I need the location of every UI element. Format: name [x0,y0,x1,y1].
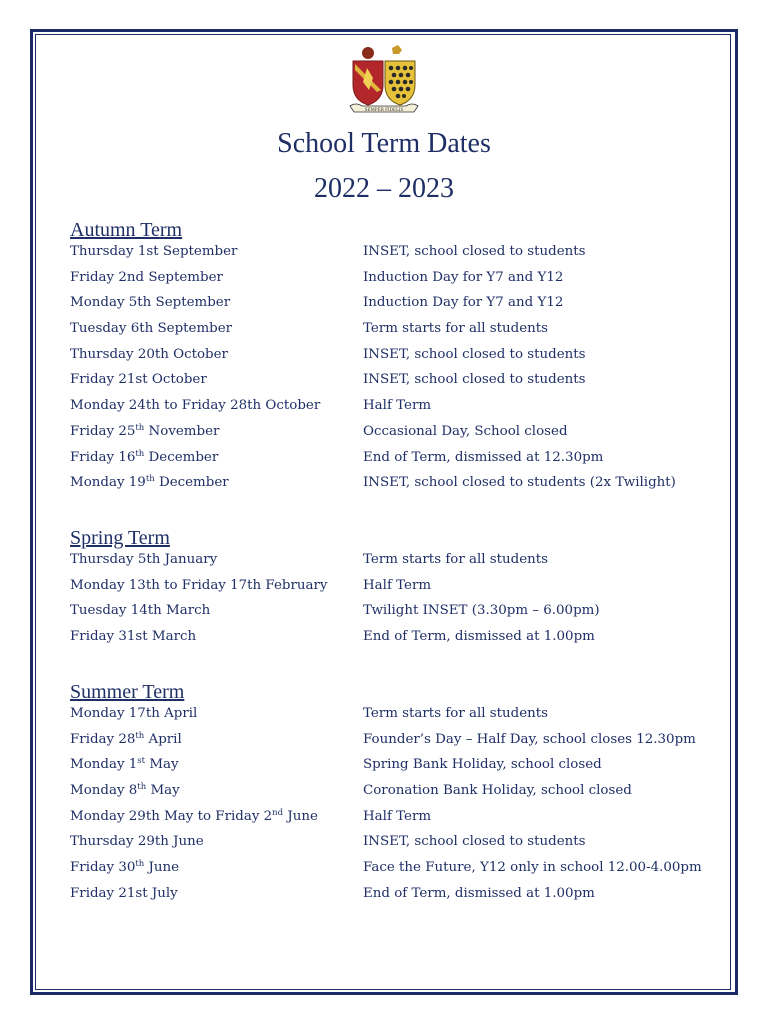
term-date-row [70,550,549,576]
term-event: End of Term, dismissed at 1.00pm [363,885,595,901]
term-date [70,730,182,750]
term-date-row [70,370,586,396]
term-event: Spring Bank Holiday, school closed [363,757,602,773]
term-date [70,448,218,468]
term-date-row [70,730,696,756]
date-text: Monday 29th May to Friday 2 [70,808,273,824]
term-event: INSET, school closed to students [363,346,586,362]
date-ordinal-suffix: st [137,756,146,767]
term-event: Induction Day for Y7 and Y12 [363,295,564,311]
term-date-row [70,396,432,422]
date-text: Monday 19 [70,475,146,491]
term-date-row [70,242,586,268]
term-event: Half Term [363,398,432,414]
term-event: Coronation Bank Holiday, school closed [363,783,632,799]
date-text: November [144,423,220,439]
term-date: Monday 24th to Friday 28th October [70,398,321,414]
term-date: Friday 21st October [70,372,207,388]
term-event: Occasional Day, School closed [363,423,568,439]
term-date: Monday 13th to Friday 17th February [70,577,328,593]
spring-term-section [70,526,600,653]
term-event: INSET, school closed to students (2x Twilight) [363,475,676,491]
date-text: June [283,808,318,824]
term-event: INSET, school closed to students [363,372,586,388]
date-ordinal-suffix: th [135,730,145,741]
date-text: Monday 8 [70,783,138,799]
term-event: End of Term, dismissed at 1.00pm [363,629,595,645]
term-date-row [70,268,564,294]
term-event: Half Term [363,808,432,824]
term-date-row [70,473,676,499]
date-text: Friday 16 [70,449,136,465]
term-date [70,858,179,878]
term-heading: Autumn Term [70,219,183,241]
term-event: Half Term [363,577,432,593]
term-date: Tuesday 14th March [70,603,211,619]
term-date-row [70,422,568,448]
date-text: May [146,783,180,799]
date-ordinal-suffix: th [145,474,155,485]
school-crest [347,44,421,116]
term-date: Monday 5th September [70,295,231,311]
crest-helm-left-icon [362,47,374,59]
term-date-row [70,345,586,371]
term-date [70,473,229,493]
term-date [70,781,180,801]
term-date-row [70,293,564,319]
term-date: Tuesday 6th September [70,321,233,337]
term-date-row [70,884,595,910]
term-date-row [70,858,702,884]
term-event: Term starts for all students [363,321,549,337]
crest-lion-icon [392,45,402,54]
term-date [70,755,179,775]
term-date-row [70,601,600,627]
term-date-row [70,755,602,781]
term-date: Friday 2nd September [70,269,223,285]
term-event: Term starts for all students [363,552,549,567]
date-text: December [144,449,219,465]
term-event: End of Term, dismissed at 12.30pm [363,449,604,465]
autumn-term-section [70,218,676,499]
term-date-row [70,832,586,858]
crest-motto: SEMPER FIDELIS [364,107,404,112]
term-date: Thursday 1st September [70,244,238,259]
term-date [70,422,219,442]
term-date: Thursday 29th June [70,834,204,850]
term-date-row [70,576,432,602]
term-date-row [70,448,604,474]
term-date: Monday 17th April [70,706,198,721]
date-ordinal-suffix: th [135,859,145,870]
term-event: INSET, school closed to students [363,834,586,850]
date-text: Monday 1 [70,757,138,773]
term-date-row [70,704,549,730]
term-event: Term starts for all students [363,706,549,721]
term-date-row [70,627,595,653]
term-event: Twilight INSET (3.30pm – 6.00pm) [363,603,600,619]
term-date-row [70,781,632,807]
date-ordinal-suffix: nd [272,807,284,818]
term-date: Thursday 5th January [70,552,218,567]
date-text: May [145,757,179,773]
date-text: April [144,731,182,747]
summer-term-section [70,680,702,910]
term-event: Induction Day for Y7 and Y12 [363,269,564,285]
date-ordinal-suffix: th [135,448,145,459]
date-ordinal-suffix: th [135,422,145,433]
date-ordinal-suffix: th [137,782,147,793]
term-heading: Spring Term [70,527,170,549]
term-date-row [70,807,432,833]
date-text: June [144,860,180,876]
term-event: Founder’s Day – Half Day, school closes 12.30pm [363,731,696,747]
page-subtitle-year: 2022 – 2023 [314,173,454,204]
term-date: Thursday 20th October [70,346,228,362]
page-title: School Term Dates [277,128,491,159]
term-date-row [70,319,549,345]
date-text: Friday 30 [70,860,136,876]
term-heading: Summer Term [70,681,185,703]
term-event: INSET, school closed to students [363,244,586,259]
date-text: Friday 25 [70,423,136,439]
term-date [70,807,318,827]
term-date: Friday 21st July [70,885,178,901]
date-text: Friday 28 [70,731,136,747]
term-date: Friday 31st March [70,629,197,645]
term-event: Face the Future, Y12 only in school 12.00-4.00pm [363,860,702,876]
date-text: December [154,475,229,491]
